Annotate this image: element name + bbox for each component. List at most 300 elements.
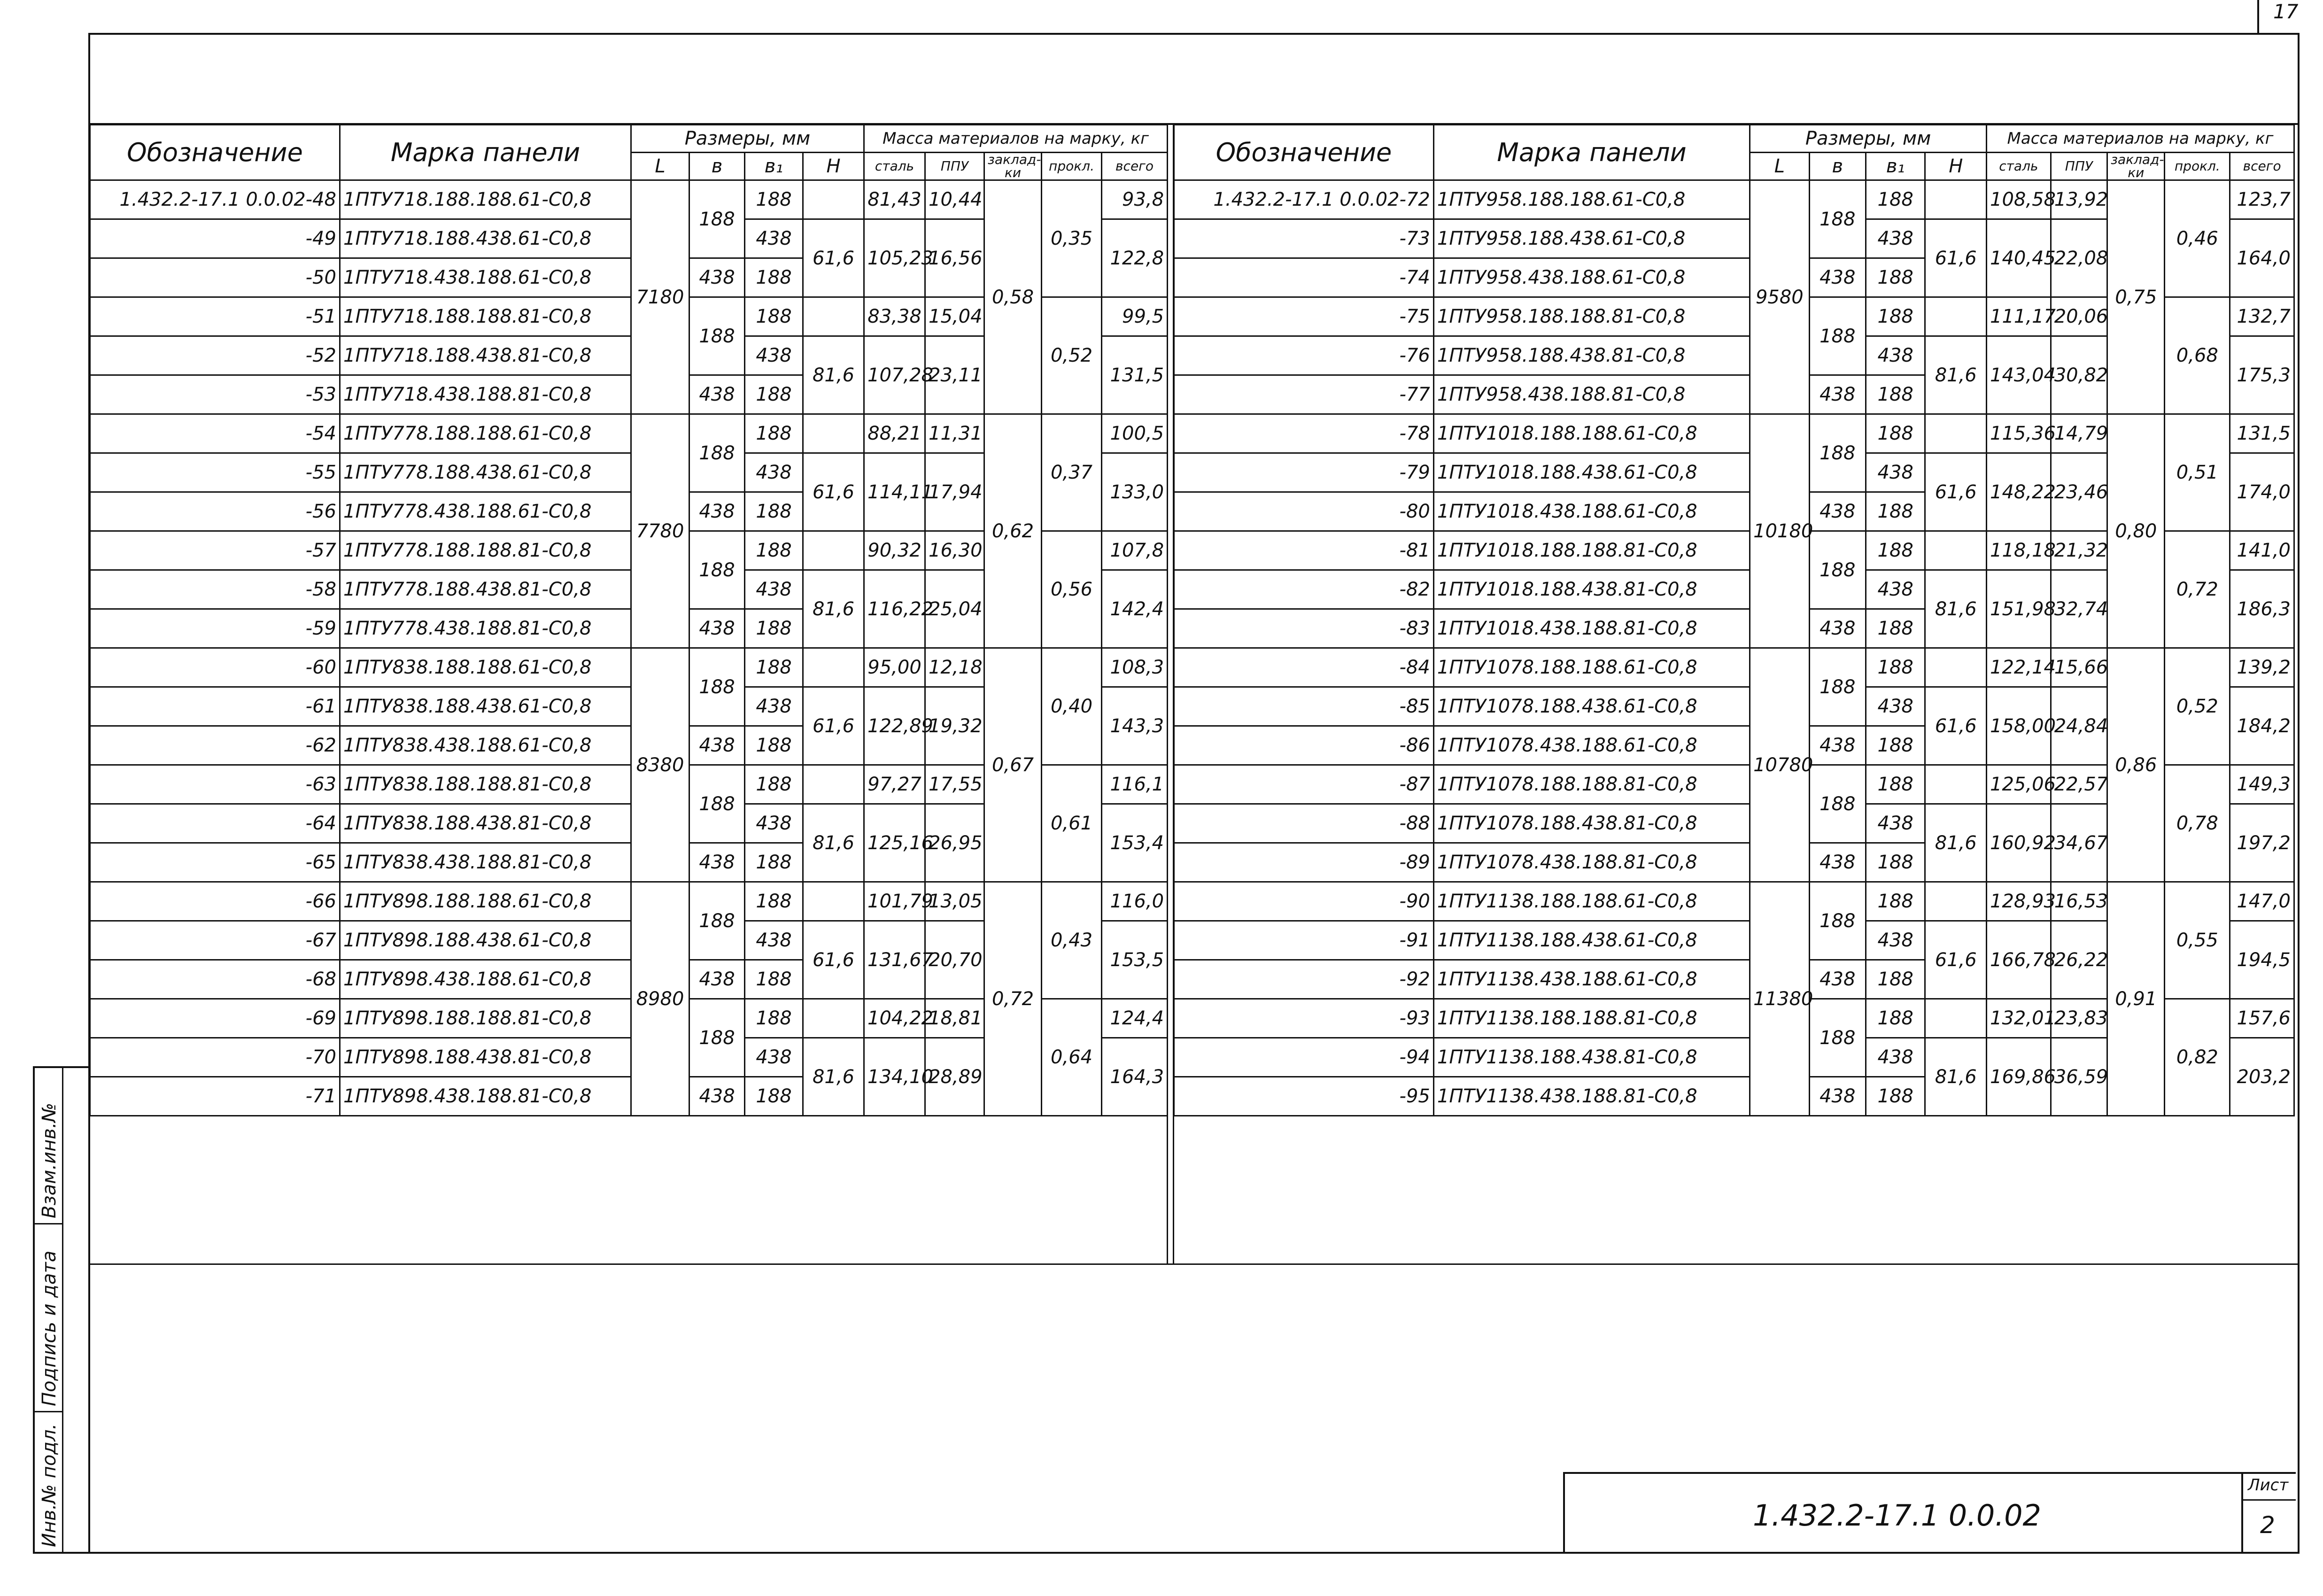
cell-stal: 151,98 [1987,570,2051,648]
cell-ppu: 16,56 [925,219,984,297]
cell-H: 61,6 [1925,687,1987,765]
cell-vsego: 149,3 [2230,765,2294,804]
cell-stal: 88,21 [864,414,925,453]
cell-b1: 188 [1866,258,1925,297]
cell-oboz: -60 [90,648,340,687]
cell-L: 10780 [1750,648,1809,882]
table-row [1174,648,2294,687]
cell-vsego: 141,0 [2230,531,2294,570]
cell-ppu: 17,55 [925,765,984,804]
cell-stal: 122,89 [864,687,925,765]
cell-b1: 188 [745,414,803,453]
cell-marka: 1ПТУ1018.188.438.81-С0,8 [1433,570,1750,609]
cell-oboz: -77 [1174,375,1434,414]
cell-b: 438 [1809,843,1866,882]
cell-prokl: 0,82 [2165,999,2230,1116]
cell-oboz: -59 [90,609,340,648]
cell-vsego: 174,0 [2230,453,2294,531]
cell-oboz: -81 [1174,531,1434,570]
cell-oboz: -73 [1174,219,1434,258]
cell-b: 438 [689,258,745,297]
cell-stal: 81,43 [864,180,925,219]
cell-H: 61,6 [1925,921,1987,999]
cell-H [1925,180,1987,219]
cell-stal: 131,67 [864,921,925,999]
table-row [1174,180,2294,219]
header-vsego: всего [1102,153,1168,180]
cell-vsego: 142,4 [1102,570,1168,648]
cell-zakl: 0,80 [2107,414,2165,648]
cell-L: 11380 [1750,882,1809,1116]
cell-vsego: 194,5 [2230,921,2294,999]
cell-b1: 188 [1866,999,1925,1038]
cell-b1: 188 [745,882,803,921]
cell-oboz: -75 [1174,297,1434,336]
cell-marka: 1ПТУ1138.438.188.81-С0,8 [1433,1077,1750,1116]
cell-H: 61,6 [803,921,864,999]
cell-marka: 1ПТУ838.438.188.81-С0,8 [340,843,631,882]
cell-vsego: 131,5 [1102,336,1168,414]
cell-oboz: 1.432.2-17.1 0.0.02-48 [90,180,340,219]
sheet-list-box [2241,1474,2296,1552]
cell-b: 188 [689,414,745,492]
cell-zakl: 0,86 [2107,648,2165,882]
cell-marka: 1ПТУ718.188.438.61-С0,8 [340,219,631,258]
cell-marka: 1ПТУ1078.188.438.81-С0,8 [1433,804,1750,843]
cell-vsego: 100,5 [1102,414,1168,453]
cell-oboz: 1.432.2-17.1 0.0.02-72 [1174,180,1434,219]
cell-ppu: 15,04 [925,297,984,336]
title-block [1563,1472,2296,1552]
cell-b: 438 [1809,609,1866,648]
corner-number: 17 [2273,0,2299,23]
cell-ppu: 15,66 [2051,648,2107,687]
cell-marka: 1ПТУ1078.188.438.61-С0,8 [1433,687,1750,726]
cell-b1: 188 [1866,297,1925,336]
cell-b: 438 [1809,960,1866,999]
cell-vsego: 157,6 [2230,999,2294,1038]
cell-oboz: -80 [1174,492,1434,531]
cell-b1: 188 [745,726,803,765]
cell-stal: 101,79 [864,882,925,921]
cell-marka: 1ПТУ898.188.188.81-С0,8 [340,999,631,1038]
cell-oboz: -84 [1174,648,1434,687]
cell-H [1925,648,1987,687]
cell-b1: 188 [745,297,803,336]
cell-oboz: -74 [1174,258,1434,297]
cell-marka: 1ПТУ898.188.438.81-С0,8 [340,1038,631,1077]
cell-marka: 1ПТУ778.188.438.81-С0,8 [340,570,631,609]
cell-stal: 122,14 [1987,648,2051,687]
cell-b: 188 [1809,531,1866,609]
cell-marka: 1ПТУ718.438.188.61-С0,8 [340,258,631,297]
cell-b1: 188 [1866,492,1925,531]
cell-b: 188 [1809,297,1866,375]
cell-prokl: 0,61 [1042,765,1102,882]
cell-ppu: 26,95 [925,804,984,882]
header-b: в [1809,153,1866,180]
cell-prokl: 0,46 [2165,180,2230,297]
sheet-list-label: Лист [2248,1476,2289,1495]
header-prokl: прокл. [2165,153,2230,180]
cell-prokl: 0,64 [1042,999,1102,1116]
cell-oboz: -90 [1174,882,1434,921]
cell-b: 188 [1809,882,1866,960]
cell-b1: 438 [745,453,803,492]
cell-ppu: 11,31 [925,414,984,453]
cell-prokl: 0,37 [1042,414,1102,531]
cell-b: 438 [689,492,745,531]
cell-oboz: -76 [1174,336,1434,375]
cell-stal: 128,93 [1987,882,2051,921]
cell-b: 438 [689,843,745,882]
cell-b: 188 [1809,414,1866,492]
cell-marka: 1ПТУ838.188.188.61-С0,8 [340,648,631,687]
header-vsego: всего [2230,153,2294,180]
cell-H: 81,6 [803,336,864,414]
cell-marka: 1ПТУ718.188.438.81-С0,8 [340,336,631,375]
cell-b1: 438 [1866,570,1925,609]
cell-b: 438 [1809,258,1866,297]
cell-ppu: 28,89 [925,1038,984,1116]
cell-H [803,180,864,219]
cell-oboz: -57 [90,531,340,570]
cell-ppu: 13,92 [2051,180,2107,219]
cell-L: 8980 [631,882,689,1116]
cell-b: 438 [689,375,745,414]
cell-H: 81,6 [1925,336,1987,414]
cell-b1: 188 [1866,648,1925,687]
cell-marka: 1ПТУ898.188.438.61-С0,8 [340,921,631,960]
cell-stal: 134,10 [864,1038,925,1116]
header-massa: Масса материалов на марку, кг [864,125,1168,153]
header-L: L [631,153,689,180]
cell-vsego: 122,8 [1102,219,1168,297]
cell-H: 81,6 [803,804,864,882]
cell-stal: 116,22 [864,570,925,648]
cell-ppu: 20,06 [2051,297,2107,336]
cell-L: 8380 [631,648,689,882]
cell-b1: 188 [745,765,803,804]
cell-ppu: 16,53 [2051,882,2107,921]
table-row [90,648,1168,687]
cell-zakl: 0,67 [984,648,1042,882]
cell-oboz: -78 [1174,414,1434,453]
cell-b1: 438 [745,921,803,960]
cell-prokl: 0,35 [1042,180,1102,297]
cell-b1: 188 [745,843,803,882]
cell-b: 188 [1809,765,1866,843]
cell-vsego: 116,1 [1102,765,1168,804]
cell-marka: 1ПТУ1138.188.438.81-С0,8 [1433,1038,1750,1077]
cell-oboz: -58 [90,570,340,609]
header-oboz: Обозначение [90,125,340,180]
cell-b1: 188 [745,960,803,999]
header-L: L [1750,153,1809,180]
cell-b1: 438 [745,804,803,843]
cell-ppu: 30,82 [2051,336,2107,414]
cell-b1: 438 [745,570,803,609]
cell-b1: 188 [1866,882,1925,921]
cell-marka: 1ПТУ898.188.188.61-С0,8 [340,882,631,921]
cell-b1: 438 [1866,687,1925,726]
header-H: H [1925,153,1987,180]
cell-ppu: 32,74 [2051,570,2107,648]
cell-vsego: 175,3 [2230,336,2294,414]
cell-stal: 169,86 [1987,1038,2051,1116]
cell-oboz: -54 [90,414,340,453]
cell-oboz: -64 [90,804,340,843]
cell-oboz: -66 [90,882,340,921]
cell-prokl: 0,52 [1042,297,1102,414]
cell-ppu: 16,30 [925,531,984,570]
cell-ppu: 24,84 [2051,687,2107,765]
side-label-vzam: Взам.инв.№ [39,1102,60,1218]
cell-vsego: 132,7 [2230,297,2294,336]
cell-b1: 438 [1866,336,1925,375]
cell-b: 188 [689,765,745,843]
cell-oboz: -79 [1174,453,1434,492]
cell-stal: 107,28 [864,336,925,414]
cell-b1: 188 [1866,414,1925,453]
cell-stal: 90,32 [864,531,925,570]
cell-b1: 188 [1866,1077,1925,1116]
cell-stal: 125,16 [864,804,925,882]
cell-H: 81,6 [1925,1038,1987,1116]
cell-stal: 140,45 [1987,219,2051,297]
cell-H [803,648,864,687]
cell-marka: 1ПТУ838.188.438.61-С0,8 [340,687,631,726]
cell-oboz: -89 [1174,843,1434,882]
cell-b1: 188 [745,648,803,687]
cell-oboz: -49 [90,219,340,258]
cell-oboz: -52 [90,336,340,375]
cell-stal: 148,22 [1987,453,2051,531]
cell-marka: 1ПТУ1018.438.188.81-С0,8 [1433,609,1750,648]
cell-stal: 158,00 [1987,687,2051,765]
cell-vsego: 203,2 [2230,1038,2294,1116]
cell-L: 7180 [631,180,689,414]
cell-b: 188 [689,882,745,960]
cell-stal: 95,00 [864,648,925,687]
cell-H [1925,414,1987,453]
cell-stal: 132,01 [1987,999,2051,1038]
cell-H: 61,6 [1925,453,1987,531]
cell-b: 188 [689,531,745,609]
cell-zakl: 0,58 [984,180,1042,414]
cell-oboz: -71 [90,1077,340,1116]
spec-table-left [89,124,1168,1116]
cell-H [803,531,864,570]
cell-zakl: 0,62 [984,414,1042,648]
cell-marka: 1ПТУ1018.188.188.81-С0,8 [1433,531,1750,570]
sheet-list-divider [2243,1499,2296,1501]
cell-prokl: 0,55 [2165,882,2230,999]
cell-marka: 1ПТУ838.188.188.81-С0,8 [340,765,631,804]
cell-marka: 1ПТУ1018.188.438.61-С0,8 [1433,453,1750,492]
cell-b: 188 [1809,648,1866,726]
cell-b1: 188 [745,258,803,297]
cell-marka: 1ПТУ838.438.188.61-С0,8 [340,726,631,765]
cell-oboz: -93 [1174,999,1434,1038]
cell-ppu: 13,05 [925,882,984,921]
cell-stal: 160,92 [1987,804,2051,882]
cell-H: 81,6 [803,570,864,648]
cell-marka: 1ПТУ898.438.188.81-С0,8 [340,1077,631,1116]
cell-marka: 1ПТУ958.188.438.61-С0,8 [1433,219,1750,258]
cell-ppu: 22,08 [2051,219,2107,297]
cell-b1: 188 [745,609,803,648]
cell-vsego: 147,0 [2230,882,2294,921]
cell-stal: 83,38 [864,297,925,336]
cell-H: 61,6 [803,219,864,297]
cell-b1: 438 [745,687,803,726]
cell-ppu: 14,79 [2051,414,2107,453]
cell-H: 61,6 [1925,219,1987,297]
table-row [90,180,1168,219]
spec-table-right [1173,124,2295,1116]
cell-ppu: 17,94 [925,453,984,531]
cell-stal: 118,18 [1987,531,2051,570]
cell-b1: 188 [745,375,803,414]
header-oboz: Обозначение [1174,125,1434,180]
cell-stal: 105,23 [864,219,925,297]
cell-oboz: -61 [90,687,340,726]
cell-b1: 188 [1866,960,1925,999]
cell-ppu: 26,22 [2051,921,2107,999]
cell-H [1925,765,1987,804]
cell-marka: 1ПТУ1138.438.188.61-С0,8 [1433,960,1750,999]
cell-b1: 188 [1866,609,1925,648]
cell-b1: 188 [1866,531,1925,570]
cell-oboz: -70 [90,1038,340,1077]
cell-b: 438 [689,609,745,648]
cell-oboz: -69 [90,999,340,1038]
cell-marka: 1ПТУ1138.188.188.61-С0,8 [1433,882,1750,921]
cell-oboz: -85 [1174,687,1434,726]
cell-H [803,297,864,336]
cell-ppu: 20,70 [925,921,984,999]
cell-vsego: 164,3 [1102,1038,1168,1116]
cell-b1: 188 [1866,843,1925,882]
header-b: в [689,153,745,180]
header-zakl: заклад-ки [2107,153,2165,180]
cell-stal: 97,27 [864,765,925,804]
cell-oboz: -88 [1174,804,1434,843]
header-b1: в₁ [745,153,803,180]
cell-oboz: -83 [1174,609,1434,648]
cell-marka: 1ПТУ958.438.188.61-С0,8 [1433,258,1750,297]
cell-ppu: 22,57 [2051,765,2107,804]
document-code: 1.432.2-17.1 0.0.02 [1753,1498,2041,1533]
cell-marka: 1ПТУ958.438.188.81-С0,8 [1433,375,1750,414]
cell-marka: 1ПТУ1018.438.188.61-С0,8 [1433,492,1750,531]
cell-marka: 1ПТУ1078.438.188.61-С0,8 [1433,726,1750,765]
cell-b: 188 [689,648,745,726]
side-stamp-strip [33,1066,90,1554]
cell-oboz: -55 [90,453,340,492]
cell-ppu: 19,32 [925,687,984,765]
header-H: H [803,153,864,180]
cell-vsego: 153,5 [1102,921,1168,999]
cell-marka: 1ПТУ958.188.438.81-С0,8 [1433,336,1750,375]
cell-ppu: 23,83 [2051,999,2107,1038]
cell-stal: 114,11 [864,453,925,531]
header-stal: сталь [864,153,925,180]
cell-marka: 1ПТУ778.188.438.61-С0,8 [340,453,631,492]
cell-ppu: 23,46 [2051,453,2107,531]
cell-prokl: 0,78 [2165,765,2230,882]
cell-b1: 438 [745,1038,803,1077]
cell-vsego: 143,3 [1102,687,1168,765]
cell-H [803,882,864,921]
cell-H: 61,6 [803,453,864,531]
header-ppu: ППУ [2051,153,2107,180]
cell-marka: 1ПТУ958.188.188.61-С0,8 [1433,180,1750,219]
cell-zakl: 0,91 [2107,882,2165,1116]
cell-b: 188 [1809,999,1866,1077]
cell-H: 81,6 [803,1038,864,1116]
cell-H [1925,531,1987,570]
cell-L: 9580 [1750,180,1809,414]
table-row [90,414,1168,453]
table-bottom-line [88,1263,2300,1265]
cell-L: 10180 [1750,414,1809,648]
cell-oboz: -56 [90,492,340,531]
cell-b: 438 [1809,492,1866,531]
cell-b1: 188 [1866,375,1925,414]
cell-H: 81,6 [1925,570,1987,648]
cell-ppu: 34,67 [2051,804,2107,882]
cell-oboz: -87 [1174,765,1434,804]
cell-b1: 438 [745,336,803,375]
cell-marka: 1ПТУ778.188.188.81-С0,8 [340,531,631,570]
cell-b: 438 [1809,1077,1866,1116]
header-ppu: ППУ [925,153,984,180]
header-razmery: Размеры, мм [631,125,864,153]
cell-marka: 1ПТУ718.188.188.81-С0,8 [340,297,631,336]
cell-H [1925,999,1987,1038]
cell-stal: 143,04 [1987,336,2051,414]
cell-marka: 1ПТУ1078.188.188.81-С0,8 [1433,765,1750,804]
header-prokl: прокл. [1042,153,1102,180]
cell-ppu: 21,32 [2051,531,2107,570]
cell-H: 81,6 [1925,804,1987,882]
cell-marka: 1ПТУ898.438.188.61-С0,8 [340,960,631,999]
cell-prokl: 0,68 [2165,297,2230,414]
cell-H [803,414,864,453]
header-stal: сталь [1987,153,2051,180]
cell-b: 438 [689,726,745,765]
cell-zakl: 0,75 [2107,180,2165,414]
cell-ppu: 25,04 [925,570,984,648]
cell-marka: 1ПТУ778.438.188.81-С0,8 [340,609,631,648]
cell-stal: 111,17 [1987,297,2051,336]
cell-ppu: 10,44 [925,180,984,219]
cell-b1: 188 [745,531,803,570]
cell-marka: 1ПТУ1138.188.438.61-С0,8 [1433,921,1750,960]
table-row [1174,882,2294,921]
cell-marka: 1ПТУ778.438.188.61-С0,8 [340,492,631,531]
cell-oboz: -94 [1174,1038,1434,1077]
cell-b: 438 [1809,726,1866,765]
cell-b: 438 [1809,375,1866,414]
cell-vsego: 93,8 [1102,180,1168,219]
cell-oboz: -95 [1174,1077,1434,1116]
cell-oboz: -51 [90,297,340,336]
cell-marka: 1ПТУ838.188.438.81-С0,8 [340,804,631,843]
cell-vsego: 131,5 [2230,414,2294,453]
